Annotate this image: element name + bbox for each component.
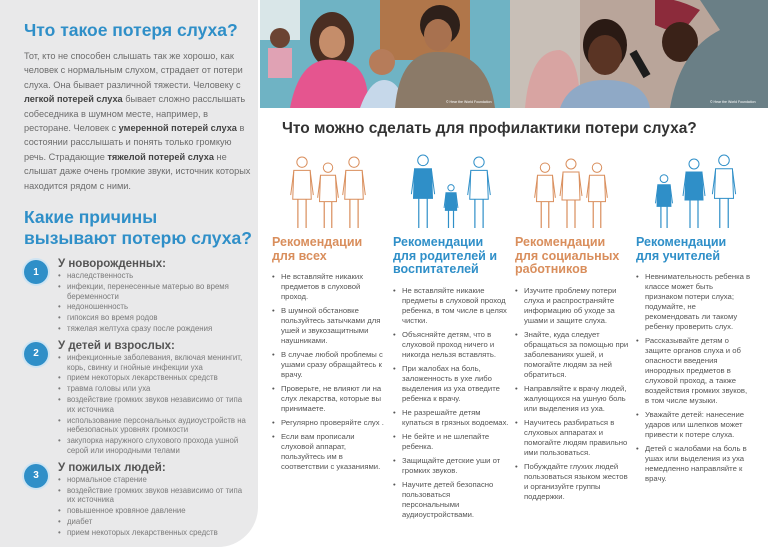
cause-item: • закупорка наружного слухового прохода ушной серой или инородными телами <box>58 436 252 456</box>
cause-list <box>58 271 252 334</box>
cause-group <box>24 461 252 538</box>
cause-item: • воздействие громких звуков независимо от типа их источника <box>58 395 252 415</box>
intro-fragment: бывает сложно расслышать собеседника в шумном месте, например, в ресторане. Человек с <box>24 94 246 134</box>
recommendation-list <box>393 286 509 520</box>
cause-group-title: У детей и взрослых: <box>58 339 175 352</box>
emphasis-text: умеренной потерей слуха <box>118 123 237 134</box>
recommendation-list <box>636 272 752 484</box>
prevention-title: Что можно сделать для профилактики потери слуха? <box>282 120 697 137</box>
left-panel <box>0 0 258 547</box>
people-illustration-icon <box>280 150 380 230</box>
cause-item: • повышенное кровяное давление <box>58 506 252 516</box>
photo-credit: © Hear the World Foundation <box>710 100 756 104</box>
cause-list <box>58 353 252 456</box>
recommendation-item: • Рассказывайте детям о защите органов слуха и об опасности введения инородных предметов в слуховой проход, а также воздействия громких звуков, в том числе музыки. <box>636 336 752 406</box>
cause-item: • прием некоторых лекарственных средств <box>58 528 252 538</box>
step-number-badge: 2 <box>24 342 48 366</box>
recommendation-item: • Изучите проблему потери слуха и распространяйте информацию об уходе за ушами и защите слуха. <box>515 286 631 326</box>
what-is-hearing-loss-title: Что такое потеря слуха? <box>24 20 238 40</box>
recommendation-item: • Не вставляйте никакие предметы в слуховой проход ребенка, в том числе в целях чистки. <box>393 286 509 326</box>
recommendation-column <box>393 150 509 524</box>
causes-title: Какие причины вызывают потерю слуха? <box>24 207 252 249</box>
cause-item: • диабет <box>58 517 252 527</box>
recommendation-item: • Не разрешайте детям купаться в грязных водоемах. <box>393 408 509 428</box>
cause-item: • воздействие громких звуков независимо от типа их источника <box>58 486 252 506</box>
photo-credit: © Hear the World Foundation <box>446 100 492 104</box>
recommendation-item: • Объясняйте детям, что в слуховой проход ничего и никогда нельзя вставлять. <box>393 330 509 360</box>
recommendation-column <box>636 150 752 488</box>
cause-group <box>24 257 252 334</box>
cause-group-title: У новорожденных: <box>58 258 166 271</box>
recommendation-heading: Рекомендации для родителей и воспитателей <box>393 235 498 276</box>
recommendation-item: • В шумной обстановке пользуйтесь затычками для ушей и звукозащитными наушниками. <box>272 306 388 346</box>
recommendation-item: • Регулярно проверяйте слух . <box>272 418 388 428</box>
cause-item: • гипоксия во время родов <box>58 313 252 323</box>
cause-item: • тяжелая желтуха сразу после рождения <box>58 324 252 334</box>
cause-item: • травма головы или уха <box>58 384 252 394</box>
people-illustration-icon <box>401 150 501 230</box>
photo-collage <box>260 0 768 108</box>
cause-group-title: У пожилых людей: <box>58 461 166 474</box>
recommendation-item: • Знайте, куда следует обращаться за помощью при заболеваниях ушей, и помогайте людям за ней обратиться. <box>515 330 631 380</box>
recommendation-item: • Не бейте и не шлепайте ребенка. <box>393 432 509 452</box>
recommendation-item: • При жалобах на боль, заложенность в ухе либо выделения из уха отведите ребенка к врачу. <box>393 364 509 404</box>
people-illustration-icon <box>523 150 623 230</box>
photo-strip <box>260 0 768 108</box>
cause-item: • инфекционные заболевания, включая менингит, корь, свинку и гнойные инфекции уха <box>58 353 252 373</box>
recommendation-item: • Невнимательность ребенка в классе может быть признаком потери слуха; подумайте, не рекомендовать ли такому ребенку проверить слух. <box>636 272 752 332</box>
emphasis-text: легкой потерей слуха <box>24 94 123 105</box>
people-illustration-icon <box>644 150 744 230</box>
recommendation-item: • Научите детей безопасно пользоваться персональными аудиоустройствами. <box>393 480 509 520</box>
recommendation-item: • Проверьте, не влияют ли на слух лекарства, которые вы принимаете. <box>272 384 388 414</box>
cause-list <box>58 475 252 538</box>
step-number-badge: 3 <box>24 464 48 488</box>
recommendation-heading: Рекомендации для всех <box>272 235 363 263</box>
recommendation-item: • Защищайте детские уши от громких звуков. <box>393 456 509 476</box>
recommendation-item: • Направляйте к врачу людей, жалующихся на ушную боль или выделения из уха. <box>515 384 631 414</box>
recommendation-heading: Рекомендации для социальных работников <box>515 235 620 276</box>
cause-item: • прием некоторых лекарственных средств <box>58 373 252 383</box>
step-number-badge: 1 <box>24 260 48 284</box>
recommendation-heading: Рекомендации для учителей <box>636 235 727 263</box>
recommendation-item: • Уважайте детей: нанесение ударов или шлепков может привести к потере слуха. <box>636 410 752 440</box>
intro-fragment: не слышат даже очень громкие звуки, источник которых находится рядом с ними. <box>24 151 251 191</box>
causes-groups <box>24 257 252 538</box>
emphasis-text: тяжелой потерей слуха <box>107 151 214 162</box>
recommendation-list <box>272 272 388 472</box>
recommendation-item: • Если вам прописали слуховой аппарат, пользуйтесь им в соответствии с указаниями. <box>272 432 388 472</box>
cause-item: • нормальное старение <box>58 475 252 485</box>
recommendation-item: • Детей с жалобами на боль в ушах или выделения из уха немедленно направляйте к врачу. <box>636 444 752 484</box>
cause-item: • использование персональных аудиоустройств на небезопасных уровнях громкости <box>58 416 252 436</box>
intro-fragment: в состоянии расслышать и понять только громкую речь. Страдающие <box>24 123 245 162</box>
recommendation-column <box>272 150 388 476</box>
cause-item: • инфекции, перенесенные матерью во время беременности <box>58 282 252 302</box>
recommendation-column <box>515 150 631 506</box>
recommendation-item: • В случае любой проблемы с ушами сразу обращайтесь к врачу. <box>272 350 388 380</box>
recommendation-item: • Не вставляйте никаких предметов в слуховой проход. <box>272 272 388 302</box>
recommendation-list <box>515 286 631 502</box>
recommendation-item: • Научитесь разбираться в слуховых аппаратах и помогайте людям правильно ими пользоваться. <box>515 418 631 458</box>
cause-group <box>24 339 252 456</box>
recommendation-item: • Побуждайте глухих людей пользоваться языком жестов и организуйте группы поддержки. <box>515 462 631 502</box>
intro-text <box>24 49 252 193</box>
intro-fragment: Тот, кто не способен слышать так же хорошо, как человек с нормальным слухом, страдает от потери слуха. Она бывает различной тяжести. Человеку с <box>24 51 243 90</box>
cause-item: • недоношенность <box>58 302 252 312</box>
cause-item: • наследственность <box>58 271 252 281</box>
